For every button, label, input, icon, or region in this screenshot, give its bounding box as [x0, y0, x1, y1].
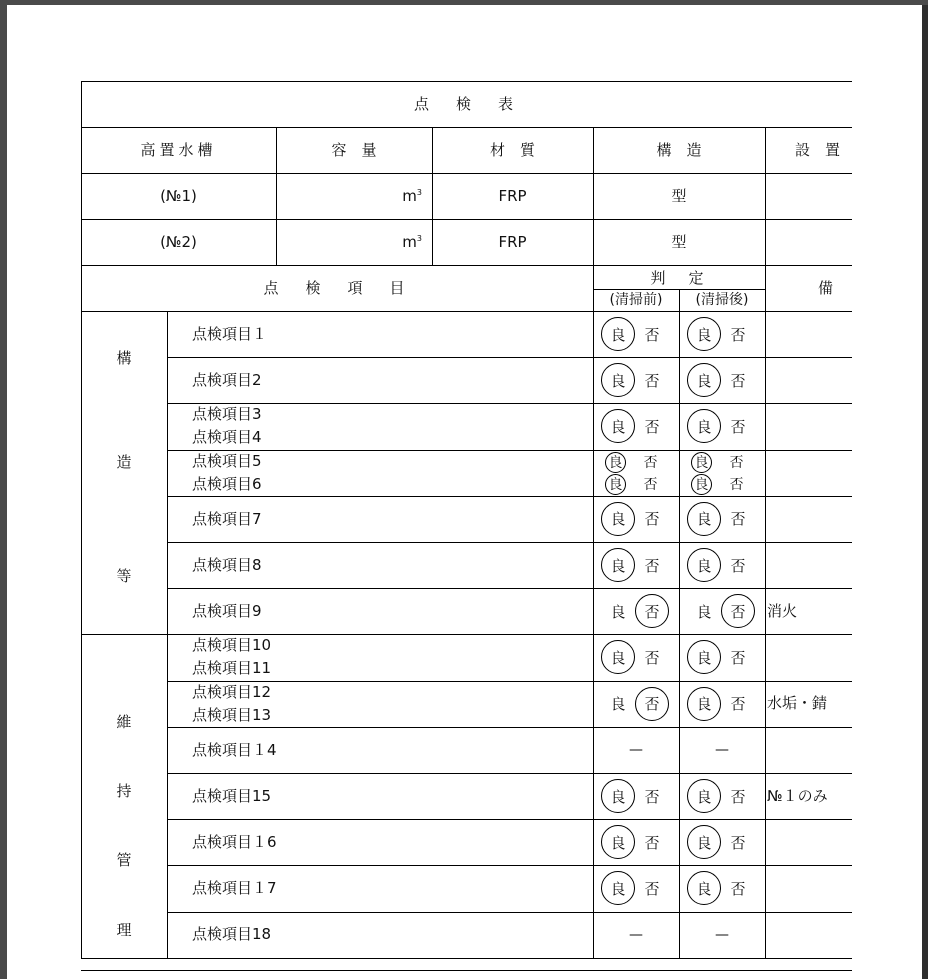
tank-2-unit: $m^3$ [402, 232, 422, 251]
judgement-after-row-7 [687, 594, 755, 628]
judgement-before-row-12 [601, 825, 669, 859]
remark-cell-row-12 [765, 819, 852, 865]
inspection-item-row-10 [167, 727, 593, 773]
remark-cell-row-4 [765, 450, 852, 496]
remark-cell-row-13 [765, 865, 852, 911]
tank-1-material: FRP [498, 186, 527, 205]
inspection-item-label: 点検項目１4 [192, 740, 277, 759]
bad-mark[interactable]: 否 [730, 417, 746, 436]
good-mark-circled[interactable]: 良 [605, 474, 626, 495]
judgement-after-row-14-dash: — [715, 926, 729, 943]
bad-mark[interactable]: 否 [730, 648, 746, 667]
judgement-before-row-10-dash: — [629, 741, 643, 758]
bad-mark[interactable]: 否 [729, 477, 744, 494]
inspection-item-label: 点検項目１7 [192, 879, 277, 898]
group-structure-char-2: 造 [116, 452, 132, 471]
group-maintenance-char-2: 持 [116, 781, 132, 800]
grid-line-h [81, 173, 852, 174]
judgement-before-row-5 [601, 502, 669, 536]
good-mark-circled[interactable]: 良 [601, 825, 635, 859]
bad-mark[interactable]: 否 [644, 879, 660, 898]
grid-line-h [81, 265, 852, 266]
before-cleaning-label: (清掃前) [609, 291, 663, 308]
grid-line-h [167, 403, 852, 404]
grid-line-h [167, 819, 852, 820]
bad-mark[interactable]: 否 [644, 325, 660, 344]
judgement-before-row-13 [601, 871, 669, 905]
good-mark-circled[interactable]: 良 [601, 779, 635, 813]
inspection-item-label: 点検項目11 [192, 659, 272, 678]
grid-line-h [167, 496, 852, 497]
inspection-item-row-4 [167, 450, 593, 496]
inspection-item-label: 点検項目6 [192, 474, 262, 493]
capacity-header: 容 量 [331, 140, 377, 159]
remark-cell-row-11: №１のみ [767, 786, 828, 805]
bad-mark-circled[interactable]: 否 [635, 594, 669, 628]
grid-line-v [765, 127, 766, 958]
judgement-before-row-8 [601, 640, 669, 674]
structure-header: 構 造 [656, 140, 702, 159]
inspection-sheet [81, 81, 852, 974]
grid-line-v [432, 127, 433, 265]
grid-line-h [167, 727, 852, 728]
tank-2-name: (№2) [160, 232, 197, 251]
grid-line-v [276, 127, 277, 265]
grid-line-h [81, 634, 852, 635]
inspection-item-label: 点検項目4 [192, 428, 262, 447]
good-mark-circled[interactable]: 良 [687, 779, 721, 813]
grid-line-v [593, 127, 594, 958]
after-cleaning-label: (清掃後) [695, 291, 749, 308]
judgement-after-row-2 [687, 363, 755, 397]
inspection-item-row-6 [167, 542, 593, 588]
remark-cell-row-9: 水垢・錆 [767, 694, 828, 713]
page-shadow [922, 5, 928, 979]
remark-cell-row-10 [765, 727, 852, 773]
good-mark-circled[interactable]: 良 [687, 409, 721, 443]
inspection-item-label: 点検項目7 [192, 509, 262, 528]
good-mark-circled[interactable]: 良 [601, 409, 635, 443]
remark-cell-row-3 [765, 403, 852, 449]
good-mark-circled[interactable]: 良 [687, 363, 721, 397]
bad-mark[interactable]: 否 [644, 371, 660, 390]
inspection-item-row-14 [167, 912, 593, 958]
good-mark-circled[interactable]: 良 [687, 687, 721, 721]
judgement-before-row-7 [601, 594, 669, 628]
inspection-item-row-5 [167, 496, 593, 542]
good-mark-circled[interactable]: 良 [601, 317, 635, 351]
bad-mark[interactable]: 否 [730, 695, 746, 714]
grid-line-h [167, 542, 852, 543]
inspection-item-label: 点検項目9 [192, 602, 262, 621]
judgement-before-row-6 [601, 548, 669, 582]
good-mark-circled[interactable]: 良 [687, 548, 721, 582]
good-mark-circled[interactable]: 良 [601, 640, 635, 674]
inspection-item-row-13 [167, 865, 593, 911]
good-mark-circled[interactable]: 良 [687, 317, 721, 351]
inspection-item-row-2 [167, 357, 593, 403]
grid-line-h [81, 219, 852, 220]
bad-mark[interactable]: 否 [644, 787, 660, 806]
good-mark-circled[interactable]: 良 [687, 502, 721, 536]
group-structure-char-3: 等 [116, 566, 132, 585]
install-header: 設 置 [795, 140, 841, 159]
material-header: 材 質 [489, 140, 535, 159]
group-maintenance-char-1: 維 [116, 712, 132, 731]
inspection-item-row-7 [167, 588, 593, 634]
good-mark-circled[interactable]: 良 [687, 640, 721, 674]
bad-mark-circled[interactable]: 否 [721, 594, 755, 628]
tank-2-material: FRP [498, 232, 527, 251]
group-maintenance-char-4: 理 [116, 920, 132, 939]
bad-mark[interactable]: 否 [643, 477, 658, 494]
grid-line-h [81, 970, 852, 971]
judgement-before-row-11 [601, 779, 669, 813]
remark-cell-row-8 [765, 634, 852, 680]
group-maintenance-char-3: 管 [116, 850, 132, 869]
inspection-item-label: 点検項目18 [192, 925, 272, 944]
judgement-before-row-1 [601, 317, 669, 351]
judgement-after-row-5 [687, 502, 755, 536]
judgement-after-row-8 [687, 640, 755, 674]
grid-line-h [167, 450, 852, 451]
judgement-after-row-1 [687, 317, 755, 351]
good-mark-circled[interactable]: 良 [691, 452, 712, 473]
good-mark-circled[interactable]: 良 [601, 502, 635, 536]
grid-line-v [679, 289, 680, 958]
good-mark[interactable]: 良 [696, 602, 712, 621]
bad-mark[interactable]: 否 [730, 879, 746, 898]
bad-mark[interactable]: 否 [730, 510, 746, 529]
grid-line-h [167, 773, 852, 774]
inspection-item-label: 点検項目5 [192, 451, 262, 470]
bad-mark[interactable]: 否 [730, 325, 746, 344]
inspection-item-label: 点検項目3 [192, 405, 262, 424]
inspection-item-label: 点検項目１6 [192, 833, 277, 852]
tank-1-name: (№1) [160, 186, 197, 205]
items-header: 点 検 項 目 [263, 278, 411, 297]
judgement-header: 判 定 [650, 268, 708, 287]
inspection-item-label: 点検項目10 [192, 636, 272, 655]
grid-line-h [81, 958, 852, 959]
remark-cell-row-5 [765, 496, 852, 542]
grid-line-h [167, 357, 852, 358]
inspection-item-row-1 [167, 311, 593, 357]
judgement-after-row-11 [687, 779, 755, 813]
bad-mark[interactable]: 否 [644, 833, 660, 852]
judgement-after-row-6 [687, 548, 755, 582]
good-mark-circled[interactable]: 良 [601, 871, 635, 905]
judgement-after-row-4-pair-2 [691, 474, 747, 495]
remark-cell-row-2 [765, 357, 852, 403]
inspection-item-label: 点検項目12 [192, 682, 272, 701]
inspection-item-label: 点検項目１ [192, 324, 268, 343]
tank-header: 高置水槽 [140, 140, 217, 159]
tank-1-unit: $m^3$ [402, 186, 422, 205]
bad-mark[interactable]: 否 [643, 455, 658, 472]
bad-mark[interactable]: 否 [730, 787, 746, 806]
judgement-after-row-10-dash: — [715, 741, 729, 758]
bad-mark[interactable]: 否 [730, 833, 746, 852]
inspection-item-row-11 [167, 773, 593, 819]
bad-mark[interactable]: 否 [644, 556, 660, 575]
grid-line-v [81, 81, 82, 958]
grid-line-v [167, 311, 168, 958]
inspection-item-row-3 [167, 403, 593, 449]
judgement-before-row-2 [601, 363, 669, 397]
inspection-item-label: 点検項目13 [192, 705, 272, 724]
bad-mark[interactable]: 否 [644, 510, 660, 529]
remark-cell-row-6 [765, 542, 852, 588]
judgement-after-row-3 [687, 409, 755, 443]
group-structure-char-1: 構 [116, 348, 132, 367]
judgement-before-row-4-pair-2 [605, 474, 661, 495]
good-mark-circled[interactable]: 良 [601, 363, 635, 397]
bad-mark-circled[interactable]: 否 [635, 687, 669, 721]
tank-1-structure: 型 [671, 186, 687, 205]
good-mark-circled[interactable]: 良 [691, 474, 712, 495]
bad-mark[interactable]: 否 [730, 371, 746, 390]
good-mark[interactable]: 良 [610, 695, 626, 714]
inspection-item-label: 点検項目15 [192, 786, 272, 805]
inspection-item-row-12 [167, 819, 593, 865]
remark-cell-row-1 [765, 311, 852, 357]
inspection-item-row-8 [167, 634, 593, 680]
judgement-before-row-3 [601, 409, 669, 443]
good-mark-circled[interactable]: 良 [687, 871, 721, 905]
grid-line-h [81, 127, 852, 128]
inspection-item-label: 点検項目2 [192, 371, 262, 390]
bad-mark[interactable]: 否 [644, 417, 660, 436]
bad-mark[interactable]: 否 [730, 556, 746, 575]
judgement-before-row-4-pair-1 [605, 452, 661, 473]
good-mark-circled[interactable]: 良 [687, 825, 721, 859]
good-mark[interactable]: 良 [610, 602, 626, 621]
judgement-before-row-14-dash: — [629, 926, 643, 943]
grid-line-h [167, 681, 852, 682]
remark-cell-row-14 [765, 912, 852, 958]
grid-line-h [81, 81, 852, 82]
judgement-after-row-9 [687, 687, 755, 721]
grid-line-h [167, 865, 852, 866]
grid-line-h [167, 912, 852, 913]
judgement-before-row-9 [601, 687, 669, 721]
bad-mark[interactable]: 否 [729, 455, 744, 472]
tank-2-structure: 型 [671, 232, 687, 251]
good-mark-circled[interactable]: 良 [605, 452, 626, 473]
remark-cell-row-7: 消火 [767, 602, 798, 621]
judgement-after-row-13 [687, 871, 755, 905]
sheet-title: 点 検 表 [413, 94, 519, 113]
grid-line-h [167, 588, 852, 589]
inspection-item-label: 点検項目8 [192, 555, 262, 574]
grid-line-h [81, 311, 852, 312]
good-mark-circled[interactable]: 良 [601, 548, 635, 582]
bad-mark[interactable]: 否 [644, 648, 660, 667]
inspection-item-row-9 [167, 681, 593, 727]
judgement-after-row-12 [687, 825, 755, 859]
remarks-header: 備 [818, 278, 834, 297]
judgement-after-row-4-pair-1 [691, 452, 747, 473]
